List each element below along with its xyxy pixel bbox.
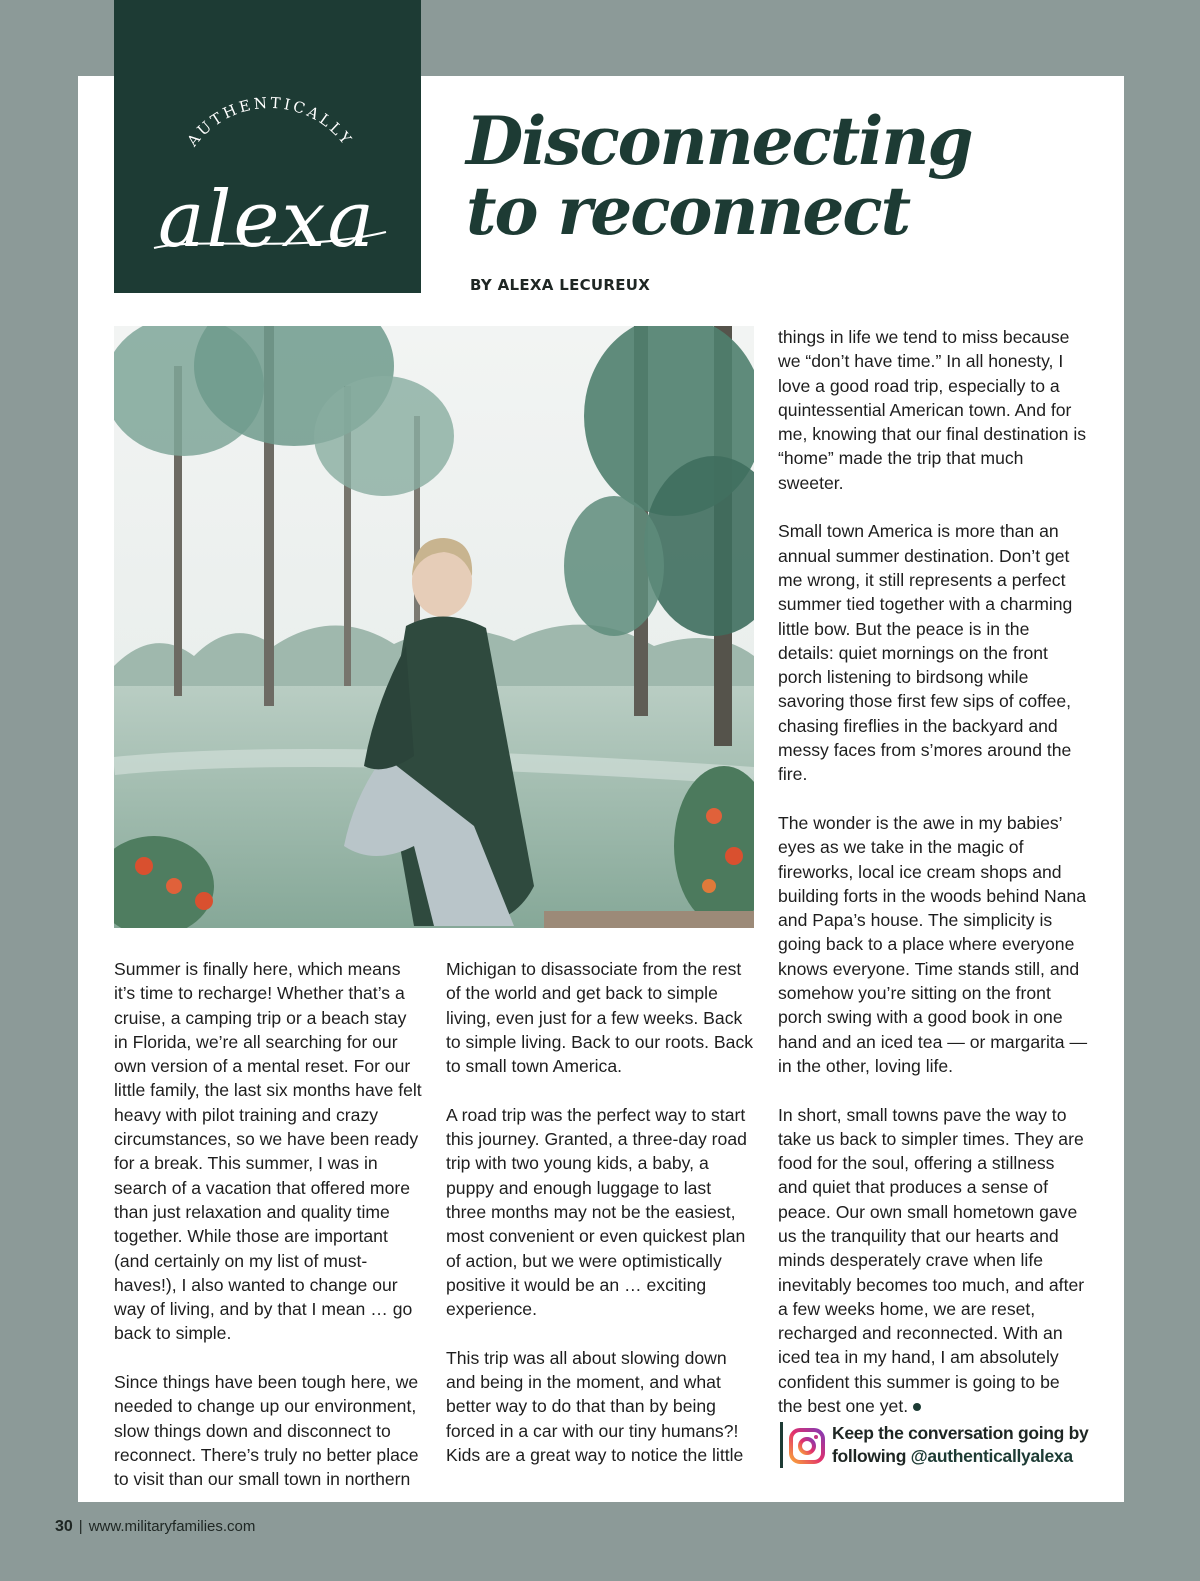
social-line-1: Keep the conversation going by bbox=[832, 1423, 1089, 1443]
paragraph: Since things have been tough here, we needed to change up our environment, slow things down and disconnect to reconnect. There’s truly no better place to visit than our small town in northern bbox=[114, 1372, 419, 1490]
authentically-alexa-logo bbox=[114, 0, 421, 293]
logo-graphic bbox=[114, 0, 421, 293]
social-prefix: following bbox=[832, 1446, 911, 1466]
instagram-handle-link[interactable]: @authenticallyalexa bbox=[910, 1446, 1073, 1466]
article-column-3 bbox=[778, 325, 1088, 1418]
paragraph: A road trip was the perfect way to start this journey. Granted, a three-day road trip with two young kids, a baby, a puppy and enough luggage to last three months may not be the easiest, most convenient or even quickest plan of action, but we were optimistically positive it would be an … exciting experience. bbox=[446, 1104, 747, 1320]
page-number: 30 bbox=[55, 1518, 73, 1535]
article-column-2 bbox=[446, 957, 756, 1467]
paragraph-last bbox=[778, 1103, 1088, 1419]
article-title bbox=[466, 102, 1106, 250]
article-photo bbox=[114, 326, 754, 928]
social-message bbox=[832, 1422, 1088, 1468]
title-line-1: Disconnecting bbox=[466, 102, 972, 180]
social-callout bbox=[780, 1422, 1100, 1468]
page-footer bbox=[55, 1518, 255, 1536]
paragraph: Small town America is more than an annual summer destination. Don’t get me wrong, it still represents a perfect summer tied together with a charming little bow. But the peace is in the details: quiet mornings on the front porch listening to birdsong while savoring those first few sips of coffee, chasing fireflies in the backyard and messy faces from s’mores around the fire. bbox=[778, 521, 1073, 785]
paragraph: Summer is finally here, which means it’s time to recharge! Whether that’s a cruise, a camping trip or a beach stay in Florida, we’re all searching for our own version of a mental reset. For our little family, the last six months have felt heavy with pilot training and crazy circumstances, so we have been ready for a break. This summer, I was in search of a vacation that offered more than just relaxation and quality time together. While those are important (and certainly on my list of must-haves!), I also wanted to change our way of living, and by that I mean … go back to simple. bbox=[114, 959, 422, 1344]
article-column-1 bbox=[114, 957, 424, 1492]
logo-script-text: alexa bbox=[157, 175, 377, 265]
paragraph: This trip was all about slowing down and being in the moment, and what better way to do that than by being forced in a car with our tiny humans?! Kids are a great way to notice the little bbox=[446, 1347, 744, 1465]
footer-separator: | bbox=[78, 1518, 83, 1535]
title-line-2: to reconnect bbox=[466, 172, 910, 250]
paragraph: things in life we tend to miss because we “don’t have time.” In all honesty, I love a good road trip, especially to a quintessential American town. And for me, knowing that our final destination is “home” made the trip that much sweeter. bbox=[778, 327, 1087, 493]
logo-arc-text: AUTHENTICALLY bbox=[183, 93, 357, 150]
social-line-2 bbox=[832, 1445, 1088, 1468]
callout-bar bbox=[780, 1422, 783, 1468]
instagram-icon[interactable] bbox=[789, 1428, 825, 1464]
paragraph: The wonder is the awe in my babies’ eyes as we take in the magic of fireworks, local ice cream shops and building forts in the woods behind Nana and Papa’s house. The simplicity is going back to a place where everyone knows everyone. Time stands still, and somehow you’re sitting on the front porch swing with a good book in one hand and an iced tea — or margarita — in the other, loving life. bbox=[778, 812, 1088, 1076]
photo-illustration bbox=[114, 326, 754, 928]
end-mark-icon bbox=[913, 1403, 921, 1411]
paragraph-text: In short, small towns pave the way to take us back to simpler times. They are food for the soul, offering a stillness and quiet that produces a sense of peace. Our own small hometown gave us the tranquility that our hearts and minds desperately crave when life inevitably becomes too much, and after a few weeks home, we are reset, recharged and reconnected. With an iced tea in my hand, I am absolutely confident this summer is going to be the best one yet. bbox=[778, 1104, 1085, 1417]
paragraph: Michigan to disassociate from the rest of the world and get back to simple living, even just for a few weeks. Back to simple living. Back to our roots. Back to small town America. bbox=[446, 959, 754, 1077]
footer-url[interactable]: www.militaryfamilies.com bbox=[88, 1518, 256, 1535]
byline: BY ALEXA LECUREUX bbox=[470, 276, 651, 294]
